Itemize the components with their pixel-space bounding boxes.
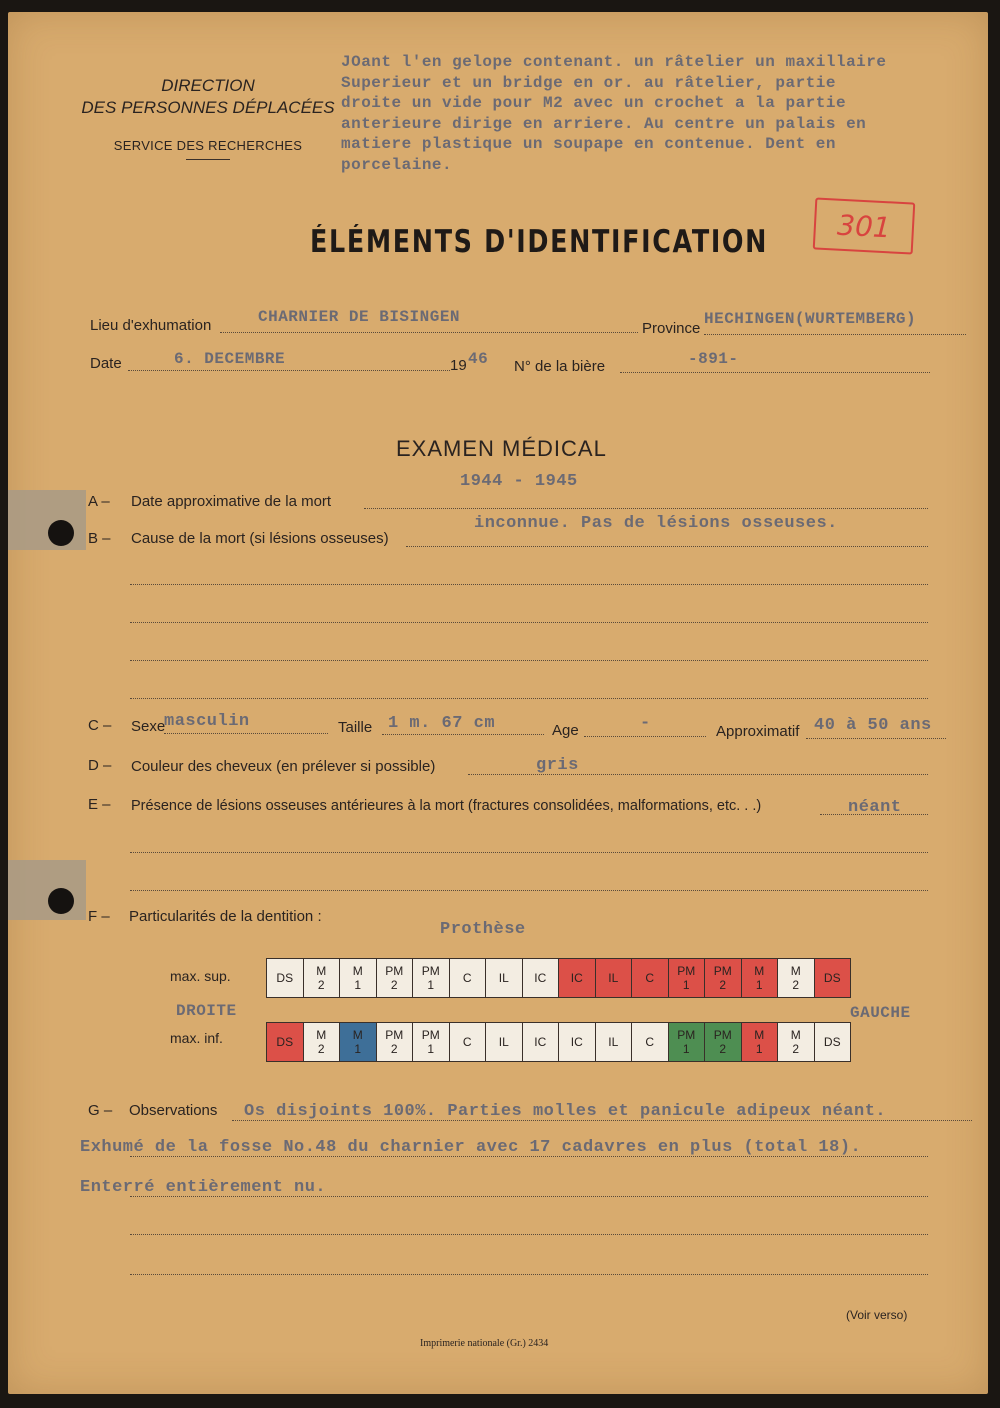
tooth-code: M: [316, 964, 327, 978]
lieu-dotline: [220, 332, 638, 333]
b-label: Cause de la mort (si lésions osseuses): [131, 530, 389, 547]
tooth-cell: [669, 959, 706, 997]
d-value: gris: [536, 756, 579, 775]
tooth-cell: [377, 1023, 414, 1061]
typed-note-line: porcelaine.: [341, 155, 453, 174]
date-label: Date: [90, 355, 122, 372]
left-side-label: GAUCHE: [850, 1004, 911, 1022]
tooth-cell: [486, 959, 523, 997]
c-letter: C –: [88, 717, 112, 734]
tooth-number: 2: [317, 978, 325, 992]
e-blank-line: [130, 890, 928, 891]
b-blank-line: [130, 698, 928, 699]
tooth-code: M: [316, 1028, 327, 1042]
typed-note-line: matiere plastique un soupape en contenue. Dent en: [341, 135, 836, 153]
obs-line2: Exhumé de la fosse No.48 du charnier avec 17 cadavres en plus (total 18).: [80, 1138, 862, 1157]
a-dotline: [364, 508, 928, 509]
tooth-code: PM: [385, 964, 404, 978]
tooth-cell: [523, 959, 560, 997]
tooth-cell: [559, 959, 596, 997]
approx-label: Approximatif: [716, 723, 800, 740]
binder-hole-top: [48, 520, 74, 546]
tooth-cell: [705, 959, 742, 997]
tooth-code: IL: [608, 1035, 619, 1049]
tooth-cell: [559, 1023, 596, 1061]
imprimerie-line: Imprimerie nationale (Gr.) 2434: [420, 1338, 549, 1349]
f-label: Particularités de la dentition :: [129, 908, 322, 925]
page-title: ÉLÉMENTS D'IDENTIFICATION: [310, 224, 769, 260]
tooth-code: M: [352, 1028, 363, 1042]
tooth-cell: [596, 959, 633, 997]
direction-line1: DIRECTION: [161, 76, 255, 95]
tooth-number: 2: [719, 978, 727, 992]
tooth-cell: [413, 1023, 450, 1061]
approx-value: 40 à 50 ans: [814, 716, 932, 735]
tooth-cell: [815, 959, 851, 997]
lieu-value: CHARNIER DE BISINGEN: [258, 308, 461, 326]
g-letter: G –: [88, 1102, 113, 1119]
obs-line3: Enterré entièrement nu.: [80, 1178, 327, 1197]
a-value: 1944 - 1945: [460, 472, 578, 491]
tooth-number: 1: [427, 1042, 435, 1056]
binder-hole-bottom: [48, 888, 74, 914]
tooth-code: M: [790, 964, 801, 978]
date-value: 6. DECEMBRE: [174, 350, 286, 368]
tooth-number: 1: [682, 978, 690, 992]
header-rule: [186, 159, 230, 160]
binder-tab-top: [8, 490, 86, 550]
province-dotline: [704, 334, 966, 335]
tooth-code: IC: [534, 971, 547, 985]
tooth-number: 1: [427, 978, 435, 992]
tooth-cell: [778, 959, 815, 997]
e-letter: E –: [88, 796, 111, 813]
tooth-number: 1: [755, 1042, 763, 1056]
tooth-cell: [669, 1023, 706, 1061]
tooth-number: 1: [682, 1042, 690, 1056]
e-value: néant: [848, 798, 902, 817]
e-label: Présence de lésions osseuses antérieures à la mort (fractures consolidées, malformations, etc. . .): [131, 798, 762, 814]
tooth-cell: [267, 1023, 304, 1061]
tooth-cell: [377, 959, 414, 997]
tooth-cell: [304, 959, 341, 997]
tooth-code: C: [645, 1035, 655, 1049]
b-blank-line: [130, 622, 928, 623]
tooth-code: DS: [276, 971, 294, 985]
tooth-code: PM: [677, 1028, 696, 1042]
tooth-code: M: [790, 1028, 801, 1042]
taille-dotline: [382, 734, 544, 735]
lower-teeth-row: [266, 1022, 851, 1062]
biere-value: -891-: [688, 350, 739, 368]
typed-note-line: JOant l'en gelope contenant. un râtelier un maxillaire: [341, 53, 887, 71]
section-title: EXAMEN MÉDICAL: [396, 436, 607, 461]
tooth-code: PM: [713, 964, 732, 978]
biere-label: N° de la bière: [514, 358, 606, 375]
tooth-cell: [450, 1023, 487, 1061]
b-dotline: [406, 546, 928, 547]
tooth-number: 1: [354, 1042, 362, 1056]
tooth-code: DS: [823, 1035, 841, 1049]
b-letter: B –: [88, 530, 111, 547]
tooth-code: IC: [570, 1035, 583, 1049]
tooth-code: M: [754, 1028, 765, 1042]
tooth-code: IC: [570, 971, 583, 985]
tooth-cell: [340, 959, 377, 997]
taille-label: Taille: [338, 719, 373, 736]
tooth-code: PM: [385, 1028, 404, 1042]
tooth-cell: [632, 959, 669, 997]
sexe-label: Sexe: [131, 718, 166, 735]
typed-note: [341, 52, 981, 175]
province-value: HECHINGEN(WURTEMBERG): [704, 310, 917, 328]
obs-label: Observations: [129, 1102, 218, 1119]
tooth-cell: [304, 1023, 341, 1061]
tooth-number: 2: [719, 1042, 727, 1056]
province-label: Province: [642, 320, 701, 337]
tooth-code: PM: [713, 1028, 732, 1042]
binder-tab-bottom: [8, 860, 86, 920]
d-label: Couleur des cheveux (en prélever si possible): [131, 758, 436, 775]
tooth-cell: [632, 1023, 669, 1061]
b-blank-line: [130, 660, 928, 661]
tooth-cell: [742, 1023, 779, 1061]
e-blank-line: [130, 852, 928, 853]
tooth-number: 1: [354, 978, 362, 992]
tooth-number: 2: [390, 978, 398, 992]
max-sup-label: max. sup.: [170, 968, 231, 984]
tooth-code: IL: [498, 1035, 509, 1049]
tooth-number: 2: [317, 1042, 325, 1056]
direction-line2: DES PERSONNES DÉPLACÉES: [81, 98, 335, 117]
tooth-code: M: [754, 964, 765, 978]
service-line: SERVICE DES RECHERCHES: [113, 138, 303, 153]
a-letter: A –: [88, 493, 110, 510]
max-inf-label: max. inf.: [170, 1030, 223, 1046]
tooth-cell: [742, 959, 779, 997]
tooth-code: IL: [608, 971, 619, 985]
typed-note-line: Superieur et un bridge en or. au râtelier, partie: [341, 73, 836, 92]
tooth-code: C: [462, 971, 472, 985]
approx-dotline: [806, 738, 946, 739]
age-value: -: [640, 714, 651, 733]
tooth-code: PM: [421, 1028, 440, 1042]
b-value: inconnue. Pas de lésions osseuses.: [474, 514, 838, 533]
tooth-code: DS: [823, 971, 841, 985]
right-side-label: DROITE: [176, 1002, 237, 1020]
tooth-code: DS: [276, 1035, 294, 1049]
tooth-number: 1: [755, 978, 763, 992]
age-dotline: [584, 736, 706, 737]
tooth-cell: [340, 1023, 377, 1061]
d-letter: D –: [88, 757, 112, 774]
f-value: Prothèse: [440, 920, 526, 939]
taille-value: 1 m. 67 cm: [388, 714, 496, 733]
tooth-cell: [450, 959, 487, 997]
tooth-code: IC: [534, 1035, 547, 1049]
age-label: Age: [552, 722, 579, 739]
b-blank-line: [130, 584, 928, 585]
header-block: [78, 76, 338, 160]
tooth-code: M: [352, 964, 363, 978]
sexe-dotline: [164, 733, 328, 734]
tooth-number: 2: [390, 1042, 398, 1056]
obs-blank-line: [130, 1234, 928, 1235]
obs-blank-line: [130, 1274, 928, 1275]
upper-teeth-row: [266, 958, 851, 998]
obs-line1: Os disjoints 100%. Parties molles et panicule adipeux néant.: [244, 1102, 887, 1121]
sexe-value: masculin: [164, 712, 250, 731]
tooth-cell: [486, 1023, 523, 1061]
date-dotline: [128, 370, 450, 371]
tooth-cell: [705, 1023, 742, 1061]
tooth-code: PM: [421, 964, 440, 978]
typed-note-line: anterieure dirige en arriere. Au centre un palais en: [341, 114, 867, 133]
lieu-label: Lieu d'exhumation: [90, 317, 212, 334]
typed-note-line: droite un vide pour M2 avec un crochet a la partie: [341, 94, 847, 112]
form-sheet: [8, 12, 988, 1394]
tooth-code: PM: [677, 964, 696, 978]
f-letter: F –: [88, 908, 110, 925]
voir-verso: (Voir verso): [846, 1308, 908, 1322]
a-label: Date approximative de la mort: [131, 493, 332, 510]
tooth-cell: [815, 1023, 851, 1061]
tooth-cell: [596, 1023, 633, 1061]
tooth-cell: [778, 1023, 815, 1061]
tooth-number: 2: [792, 978, 800, 992]
year-prefix: 19: [450, 357, 467, 374]
tooth-cell: [267, 959, 304, 997]
stamp-number: 301: [813, 197, 916, 254]
biere-dotline: [620, 372, 930, 373]
tooth-code: C: [645, 971, 655, 985]
tooth-code: IL: [498, 971, 509, 985]
year-value: 46: [468, 350, 489, 368]
tooth-cell: [413, 959, 450, 997]
tooth-code: C: [462, 1035, 472, 1049]
tooth-number: 2: [792, 1042, 800, 1056]
tooth-cell: [523, 1023, 560, 1061]
